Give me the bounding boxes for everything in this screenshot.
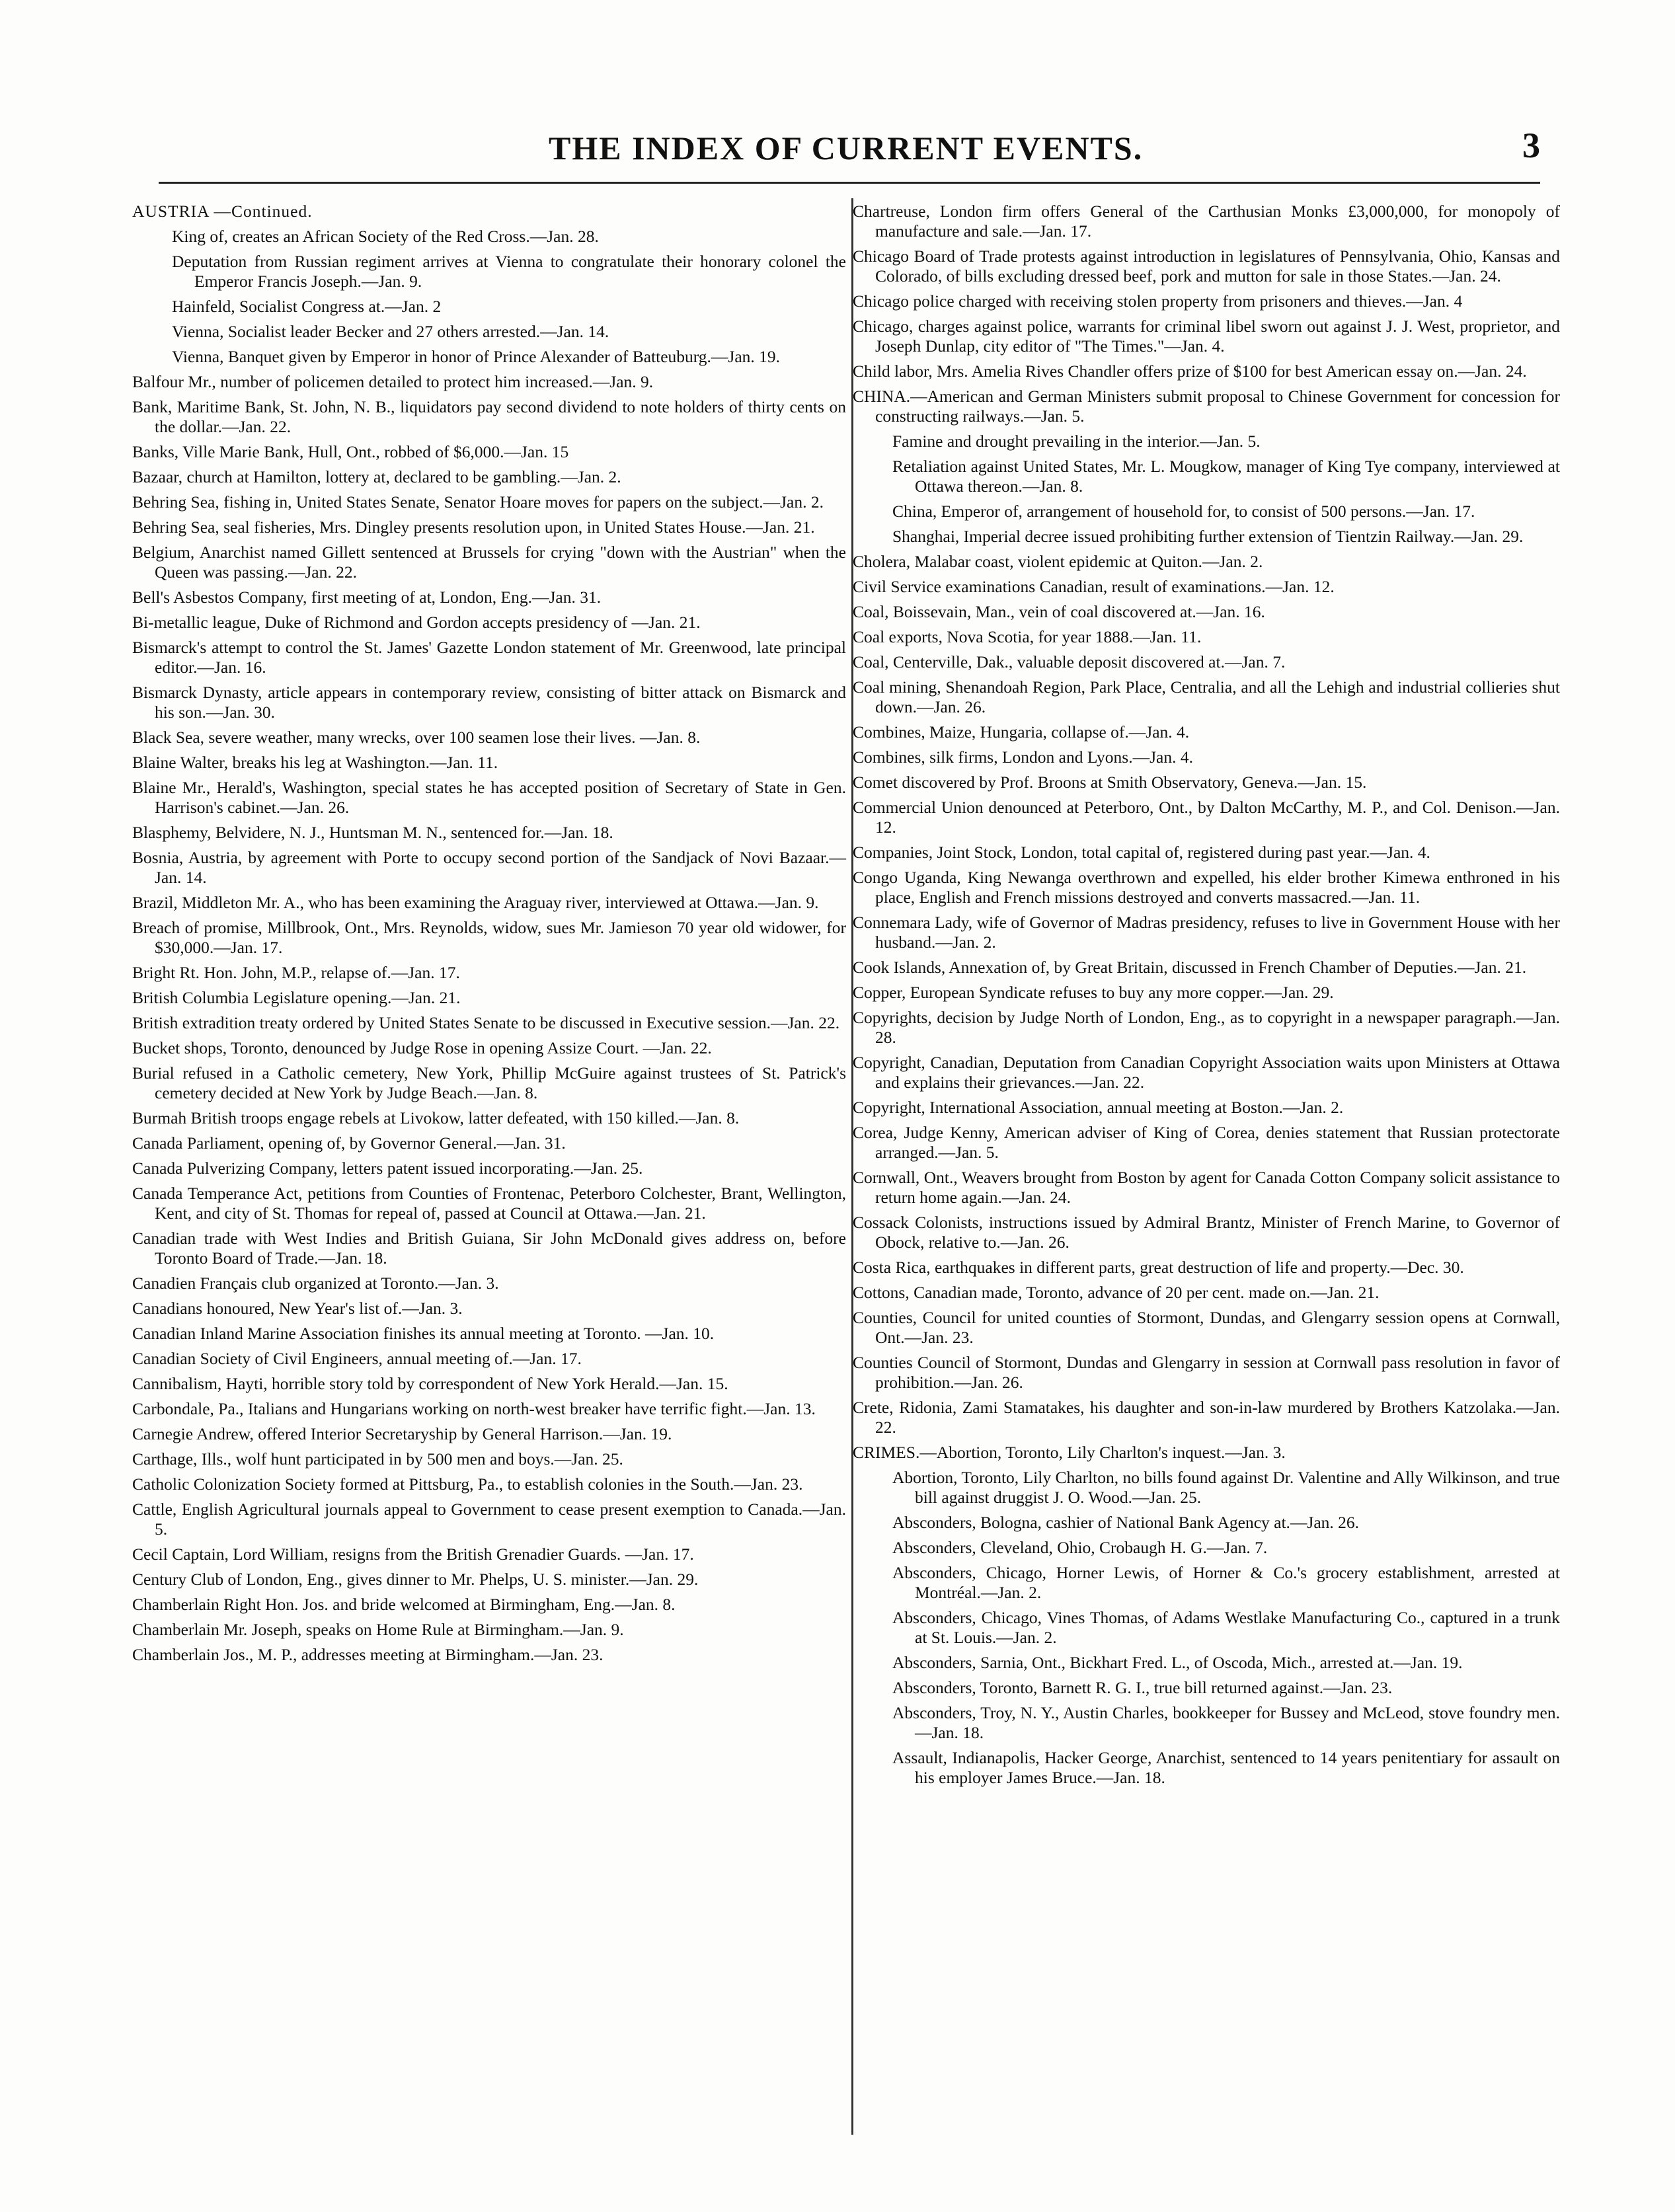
index-entry: Chartreuse, London firm offers General of the Carthusian Monks £3,000,000, for monopoly of manufacture and sale.—Jan. 17. — [853, 202, 1560, 241]
index-subentry: Hainfeld, Socialist Congress at.—Jan. 2 — [172, 297, 442, 316]
index-entry: Connemara Lady, wife of Governor of Madras presidency, refuses to live in Government House with her husband.—Jan. 2. — [853, 913, 1560, 952]
index-entry: Bucket shops, Toronto, denounced by Judge Rose in opening Assize Court. —Jan. 22. — [132, 1038, 712, 1057]
index-entry: Cook Islands, Annexation of, by Great Britain, discussed in French Chamber of Deputies.—Jan. 21. — [853, 958, 1527, 977]
running-title: THE INDEX OF CURRENT EVENTS. — [549, 130, 1144, 167]
index-entry: Canadian Society of Civil Engineers, annual meeting of.—Jan. 17. — [132, 1349, 582, 1368]
index-entry: Coal, Centerville, Dak., valuable deposit discovered at.—Jan. 7. — [853, 652, 1286, 671]
index-entry: Counties, Council for united counties of Stormont, Dundas, and Glengarry session opens at Cornwall, Ont.—Jan. 23. — [853, 1308, 1560, 1347]
index-entry: Costa Rica, earthquakes in different parts, great destruction of life and property.—Dec. 30. — [853, 1258, 1464, 1277]
index-entry: Copyrights, decision by Judge North of London, Eng., as to copyright in a newspaper paragraph.—Jan. 28. — [853, 1008, 1560, 1047]
index-entry: Burmah British troops engage rebels at Livokow, latter defeated, with 150 killed.—Jan. 8. — [132, 1108, 740, 1127]
index-entry: Bismarck's attempt to control the St. James' Gazette London statement of Mr. Greenwood, late principal editor.—Jan. 16. — [132, 638, 846, 677]
index-subentry: Vienna, Socialist leader Becker and 27 others arrested.—Jan. 14. — [172, 322, 609, 341]
index-column-left — [132, 202, 846, 1670]
index-subentry: Absconders, Chicago, Vines Thomas, of Adams Westlake Manufacturing Co., captured in a trunk at St. Louis.—Jan. 2. — [892, 1608, 1560, 1647]
index-entry: Black Sea, severe weather, many wrecks, over 100 seamen lose their lives. —Jan. 8. — [132, 728, 701, 747]
index-entry: Coal, Boissevain, Man., vein of coal discovered at.—Jan. 16. — [853, 602, 1265, 621]
index-entry: Blaine Mr., Herald's, Washington, special states he has accepted position of Secretary of State in Gen. Harrison's cabinet.—Jan. 26. — [132, 778, 846, 817]
index-entry: Bosnia, Austria, by agreement with Porte to occupy second portion of the Sandjack of Novi Bazaar.—Jan. 14. — [132, 848, 846, 887]
index-subentry: Abortion, Toronto, Lily Charlton, no bills found against Dr. Valentine and Ally Wilkinson, and true bill against druggist J. O. Wood.—Jan. 25. — [892, 1468, 1560, 1507]
index-entry: Carbondale, Pa., Italians and Hungarians working on north-west breaker have terrific fight.—Jan. 13. — [132, 1399, 816, 1418]
index-entry: Brazil, Middleton Mr. A., who has been examining the Araguay river, interviewed at Ottawa.—Jan. 9. — [132, 893, 819, 912]
index-entry: Chicago Board of Trade protests against introduction in legislatures of Pennsylvania, Ohio, Kansas and Colorado, of bills excluding dressed beef, pork and mutton for sale in those States.—Jan. 24. — [853, 247, 1560, 286]
index-entry: Canada Temperance Act, petitions from Counties of Frontenac, Peterboro Colchester, Brant, Wellington, Kent, and city of St. Thomas for repeal of, passed at Council at Ottawa.—Jan. 21. — [132, 1184, 846, 1223]
index-entry: Combines, Maize, Hungaria, collapse of.—Jan. 4. — [853, 722, 1190, 742]
index-subentry: China, Emperor of, arrangement of household for, to consist of 500 persons.—Jan. 17. — [892, 502, 1475, 521]
index-entry: Coal mining, Shenandoah Region, Park Place, Centralia, and all the Lehigh and industrial collieries shut down.—Jan. 26. — [853, 677, 1560, 716]
index-entry: Congo Uganda, King Newanga overthrown and expelled, his elder brother Kimewa enthroned in his place, English and French missions destroyed and converts massacred.—Jan. 11. — [853, 868, 1560, 907]
index-entry: Canada Pulverizing Company, letters patent issued incorporating.—Jan. 25. — [132, 1159, 643, 1178]
index-entry: Carthage, Ills., wolf hunt participated in by 500 men and boys.—Jan. 25. — [132, 1449, 623, 1468]
index-entry: Behring Sea, seal fisheries, Mrs. Dingley presents resolution upon, in United States House.—Jan. 21. — [132, 517, 815, 537]
index-entry: Chicago, charges against police, warrants for criminal libel sworn out against J. J. West, proprietor, and Joseph Dunlap, city editor of "The Times."—Jan. 4. — [853, 317, 1560, 356]
index-entry: Belgium, Anarchist named Gillett sentenced at Brussels for crying "down with the Austrian" when the Queen was passing.—Jan. 22. — [132, 543, 846, 582]
index-entry: Comet discovered by Prof. Broons at Smith Observatory, Geneva.—Jan. 15. — [853, 773, 1367, 792]
index-entry: Canada Parliament, opening of, by Governor General.—Jan. 31. — [132, 1133, 566, 1153]
index-entry: Canadians honoured, New Year's list of.—Jan. 3. — [132, 1299, 463, 1318]
index-entry: Companies, Joint Stock, London, total capital of, registered during past year.—Jan. 4. — [853, 843, 1430, 862]
index-entry: Civil Service examinations Canadian, result of examinations.—Jan. 12. — [853, 577, 1335, 596]
index-entry: Bell's Asbestos Company, first meeting of at, London, Eng.—Jan. 31. — [132, 588, 602, 607]
index-entry: Catholic Colonization Society formed at Pittsburg, Pa., to establish colonies in the South.—Jan. 23. — [132, 1474, 803, 1494]
index-entry: Bazaar, church at Hamilton, lottery at, declared to be gambling.—Jan. 2. — [132, 467, 621, 486]
index-subentry: Shanghai, Imperial decree issued prohibiting further extension of Tientzin Railway.—Jan. 29. — [892, 527, 1524, 546]
index-entry: Canadian trade with West Indies and British Guiana, Sir John McDonald gives address on, before Toronto Board of Trade.—Jan. 18. — [132, 1229, 846, 1268]
index-entry: Canadian Inland Marine Association finishes its annual meeting at Toronto. —Jan. 10. — [132, 1324, 715, 1343]
index-entry: Commercial Union denounced at Peterboro, Ont., by Dalton McCarthy, M. P., and Col. Denison.—Jan. 12. — [853, 798, 1560, 837]
index-entry: Counties Council of Stormont, Dundas and Glengarry in session at Cornwall pass resolution in favor of prohibition.—Jan. 26. — [853, 1353, 1560, 1392]
index-entry: Chamberlain Right Hon. Jos. and bride welcomed at Birmingham, Eng.—Jan. 8. — [132, 1595, 676, 1614]
index-subentry: Retaliation against United States, Mr. L. Mougkow, manager of King Tye company, interviewed at Ottawa thereon.—Jan. 8. — [892, 457, 1560, 496]
index-entry: Cottons, Canadian made, Toronto, advance of 20 per cent. made on.—Jan. 21. — [853, 1283, 1380, 1302]
index-entry: Bismarck Dynasty, article appears in contemporary review, consisting of bitter attack on Bismarck and his son.—Jan. 30. — [132, 683, 846, 722]
index-subentry: Absconders, Cleveland, Ohio, Crobaugh H. G.—Jan. 7. — [892, 1538, 1268, 1557]
index-entry: Balfour Mr., number of policemen detailed to protect him increased.—Jan. 9. — [132, 372, 654, 391]
index-entry: Crete, Ridonia, Zami Stamatakes, his daughter and son-in-law murdered by Brothers Katzolaka.—Jan. 22. — [853, 1398, 1560, 1437]
index-entry: Blasphemy, Belvidere, N. J., Huntsman M. N., sentenced for.—Jan. 18. — [132, 823, 613, 842]
header-rule — [159, 182, 1540, 184]
page-header — [152, 122, 1560, 175]
index-subentry: King of, creates an African Society of the Red Cross.—Jan. 28. — [172, 227, 599, 246]
index-entry: Century Club of London, Eng., gives dinner to Mr. Phelps, U. S. minister.—Jan. 29. — [132, 1570, 699, 1589]
index-entry: British Columbia Legislature opening.—Jan. 21. — [132, 988, 461, 1007]
index-entry: Copyright, Canadian, Deputation from Canadian Copyright Association waits upon Ministers at Ottawa and explains their grievances.—Jan. 22. — [853, 1053, 1560, 1092]
index-subentry: Assault, Indianapolis, Hacker George, Anarchist, sentenced to 14 years penitentiary for assault on his employer James Bruce.—Jan. 18. — [892, 1748, 1560, 1787]
index-entry: Burial refused in a Catholic cemetery, New York, Phillip McGuire against trustees of St. Patrick's cemetery decided at New York by Judge Beach.—Jan. 8. — [132, 1063, 846, 1102]
index-entry: Copper, European Syndicate refuses to buy any more copper.—Jan. 29. — [853, 983, 1334, 1002]
index-entry: Banks, Ville Marie Bank, Hull, Ont., robbed of $6,000.—Jan. 15 — [132, 442, 569, 461]
index-subentry: Absconders, Troy, N. Y., Austin Charles, bookkeeper for Bussey and McLeod, stove foundry men.—Jan. 18. — [892, 1703, 1560, 1742]
index-entry: Carnegie Andrew, offered Interior Secretaryship by General Harrison.—Jan. 19. — [132, 1424, 672, 1443]
index-entry: Behring Sea, fishing in, United States Senate, Senator Hoare moves for papers on the subject.—Jan. 2. — [132, 492, 824, 512]
index-entry: CHINA.—American and German Ministers submit proposal to Chinese Government for concession for constructing railways.—Jan. 5. — [853, 387, 1560, 426]
index-entry: Cattle, English Agricultural journals appeal to Government to cease present exemption to Canada.—Jan. 5. — [132, 1500, 846, 1539]
index-entry: Cannibalism, Hayti, horrible story told by correspondent of New York Herald.—Jan. 15. — [132, 1374, 728, 1393]
index-entry: Coal exports, Nova Scotia, for year 1888.—Jan. 11. — [853, 627, 1202, 646]
index-subentry: Absconders, Bologna, cashier of National Bank Agency at.—Jan. 26. — [892, 1513, 1360, 1532]
index-entry: Bright Rt. Hon. John, M.P., relapse of.—Jan. 17. — [132, 963, 460, 982]
index-entry: CRIMES.—Abortion, Toronto, Lily Charlton's inquest.—Jan. 3. — [853, 1443, 1286, 1462]
index-entry: Cornwall, Ont., Weavers brought from Boston by agent for Canada Cotton Company solicit assistance to return home again.—Jan. 24. — [853, 1168, 1560, 1207]
index-subentry: Absconders, Toronto, Barnett R. G. I., true bill returned against.—Jan. 23. — [892, 1678, 1393, 1697]
index-entry: Cossack Colonists, instructions issued by Admiral Brantz, Minister of French Marine, to Governor of Obock, relative to.—Jan. 26. — [853, 1213, 1560, 1252]
index-entry: Combines, silk firms, London and Lyons.—Jan. 4. — [853, 747, 1193, 767]
index-entry: Bi-metallic league, Duke of Richmond and Gordon accepts presidency of —Jan. 21. — [132, 613, 701, 632]
index-entry: Blaine Walter, breaks his leg at Washington.—Jan. 11. — [132, 753, 498, 772]
index-subentry: Absconders, Chicago, Horner Lewis, of Horner & Co.'s grocery establishment, arrested at Montréal.—Jan. 2. — [892, 1563, 1560, 1602]
index-entry: Child labor, Mrs. Amelia Rives Chandler offers prize of $100 for best American essay on.—Jan. 24. — [853, 362, 1527, 381]
index-entry: Copyright, International Association, annual meeting at Boston.—Jan. 2. — [853, 1098, 1344, 1117]
index-subentry: Famine and drought prevailing in the interior.—Jan. 5. — [892, 432, 1261, 451]
index-entry: Chicago police charged with receiving stolen property from prisoners and thieves.—Jan. 4 — [853, 291, 1463, 311]
index-column-right — [853, 202, 1560, 1793]
index-entry: British extradition treaty ordered by United States Senate to be discussed in Executive session.—Jan. 22. — [132, 1013, 840, 1032]
section-heading: AUSTRIA —Continued. — [132, 202, 313, 221]
index-entry: Canadien Français club organized at Toronto.—Jan. 3. — [132, 1274, 499, 1293]
index-entry: Breach of promise, Millbrook, Ont., Mrs. Reynolds, widow, sues Mr. Jamieson 70 year old widower, for $30,000.—Jan. 17. — [132, 918, 846, 957]
index-subentry: Deputation from Russian regiment arrives at Vienna to congratulate their honorary colonel the Emperor Francis Joseph.—Jan. 9. — [172, 252, 846, 291]
index-entry: Cecil Captain, Lord William, resigns from the British Grenadier Guards. —Jan. 17. — [132, 1545, 694, 1564]
page-number: 3 — [1522, 126, 1540, 165]
index-entry: Chamberlain Mr. Joseph, speaks on Home Rule at Birmingham.—Jan. 9. — [132, 1620, 624, 1639]
index-entry: Corea, Judge Kenny, American adviser of King of Corea, denies statement that Russian protectorate arranged.—Jan. 5. — [853, 1123, 1560, 1162]
index-subentry: Vienna, Banquet given by Emperor in honor of Prince Alexander of Batteuburg.—Jan. 19. — [172, 347, 781, 366]
index-subentry: Absconders, Sarnia, Ont., Bickhart Fred. L., of Oscoda, Mich., arrested at.—Jan. 19. — [892, 1653, 1463, 1672]
index-entry: Chamberlain Jos., M. P., addresses meeting at Birmingham.—Jan. 23. — [132, 1645, 604, 1664]
index-entry: Cholera, Malabar coast, violent epidemic at Quiton.—Jan. 2. — [853, 552, 1263, 571]
index-entry: Bank, Maritime Bank, St. John, N. B., liquidators pay second dividend to note holders of thirty cents on the dollar.—Jan. 22. — [132, 397, 846, 436]
